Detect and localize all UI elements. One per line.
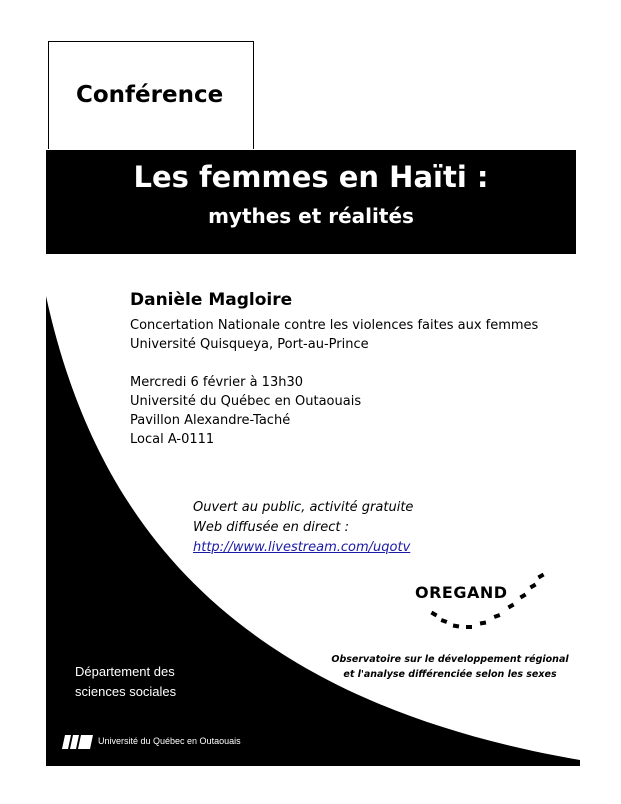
university-name: Université du Québec en Outaouais	[98, 736, 241, 746]
page-subtitle: mythes et réalités	[208, 204, 414, 228]
department-line-2: sciences sociales	[75, 684, 177, 699]
event-building: Pavillon Alexandre-Taché	[130, 413, 291, 428]
oregand-logo-wordmark: OREGAND	[415, 583, 508, 602]
livestream-link[interactable]: http://www.livestream.com/uqotv	[193, 540, 411, 555]
page-title: Les femmes en Haïti :	[133, 160, 489, 194]
oregand-logo-dashes	[410, 572, 560, 634]
department	[75, 662, 176, 702]
event-datetime: Mercredi 6 février à 13h30	[130, 375, 303, 390]
event-university: Université du Québec en Outaouais	[130, 394, 362, 409]
conference-label: Conférence	[76, 82, 224, 108]
oregand-caption-line-2: et l'analyse différenciée selon les sexes	[343, 669, 557, 680]
event-room: Local A-0111	[130, 432, 215, 447]
department-line-1: Département des	[75, 664, 175, 679]
oregand-caption-line-1: Observatoire sur le développement régional	[331, 654, 569, 665]
uqo-logo-icon	[62, 733, 94, 753]
speaker-institution: Université Quisqueya, Port-au-Prince	[130, 337, 369, 352]
speaker-affiliation: Concertation Nationale contre les violences faites aux femmes	[130, 318, 539, 333]
oregand-caption	[320, 652, 580, 682]
public-notice: Ouvert au public, activité gratuite	[193, 500, 414, 515]
webcast-notice: Web diffusée en direct :	[193, 520, 349, 535]
speaker-name: Danièle Magloire	[130, 290, 293, 310]
